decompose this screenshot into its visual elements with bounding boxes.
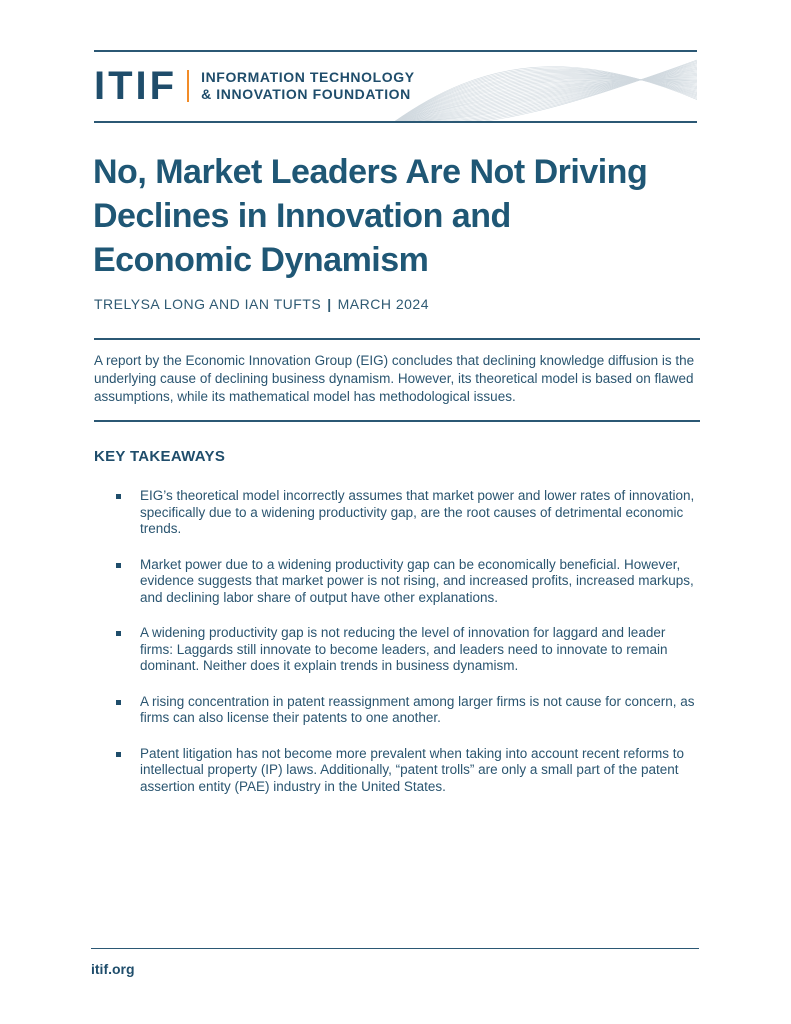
square-bullet-icon — [116, 631, 121, 636]
takeaway-item — [116, 746, 700, 796]
takeaway-text: Patent litigation has not become more prevalent when taking into account recent reforms to intellectual property (IP) laws. Additionally, “patent trolls” are only a small part of the patent assertion entity (PAE) industry in the United States. — [140, 745, 685, 794]
takeaway-item — [116, 694, 700, 727]
key-takeaways-list — [116, 488, 700, 814]
logo-line-1: INFORMATION TECHNOLOGY — [201, 69, 415, 85]
takeaway-text: EIG’s theoretical model incorrectly assumes that market power and lower rates of innovation, specifically due to a widening productivity gap, are the root causes of detrimental economic trends. — [140, 488, 695, 536]
takeaway-item — [116, 557, 700, 607]
takeaway-text: A widening productivity gap is not reducing the level of innovation for laggard and leader firms: Laggards still innovate to become leaders, and leaders need to innovate to remain dominant. Neither does it explain trends in business dynamism. — [140, 625, 668, 673]
takeaway-item — [116, 625, 700, 675]
logo-divider — [187, 70, 189, 102]
header-bottom-rule — [94, 121, 697, 123]
abstract-text: A report by the Economic Innovation Group (EIG) concludes that declining knowledge diffusion is the underlying cause of declining business dynamism. However, its theoretical model is based on flawed assumptions, while its mathematical model has methodological issues. — [94, 353, 695, 404]
byline — [94, 296, 429, 312]
takeaway-item — [116, 488, 700, 538]
wave-pattern-graphic — [394, 52, 697, 122]
authors: TRELYSA LONG AND IAN TUFTS — [94, 296, 322, 312]
logo-mark: ITIF — [94, 64, 178, 108]
logo-text — [201, 69, 415, 103]
publication-date: MARCH 2024 — [337, 296, 429, 312]
square-bullet-icon — [116, 494, 121, 499]
takeaway-text: Market power due to a widening productivity gap can be economically beneficial. However, evidence suggests that market power is not rising, and increased profits, increased markups, and declining labor share of output have other explanations. — [140, 556, 694, 605]
footer-site-link[interactable]: itif.org — [91, 961, 135, 977]
byline-separator: | — [327, 296, 332, 312]
report-title: No, Market Leaders Are Not Driving Declines in Innovation and Economic Dynamism — [93, 153, 648, 279]
logo-line-2: & INNOVATION FOUNDATION — [201, 86, 411, 102]
square-bullet-icon — [116, 563, 121, 568]
abstract-top-rule — [94, 338, 700, 340]
takeaway-text: A rising concentration in patent reassignment among larger firms is not cause for concern, as firms can also license their patents to one another. — [140, 693, 695, 725]
wave-line — [394, 64, 697, 122]
abstract-bottom-rule — [94, 420, 700, 422]
key-takeaways-heading: KEY TAKEAWAYS — [94, 448, 226, 465]
itif-logo[interactable] — [94, 66, 415, 106]
footer-rule — [91, 948, 699, 949]
square-bullet-icon — [116, 700, 121, 705]
square-bullet-icon — [116, 752, 121, 757]
